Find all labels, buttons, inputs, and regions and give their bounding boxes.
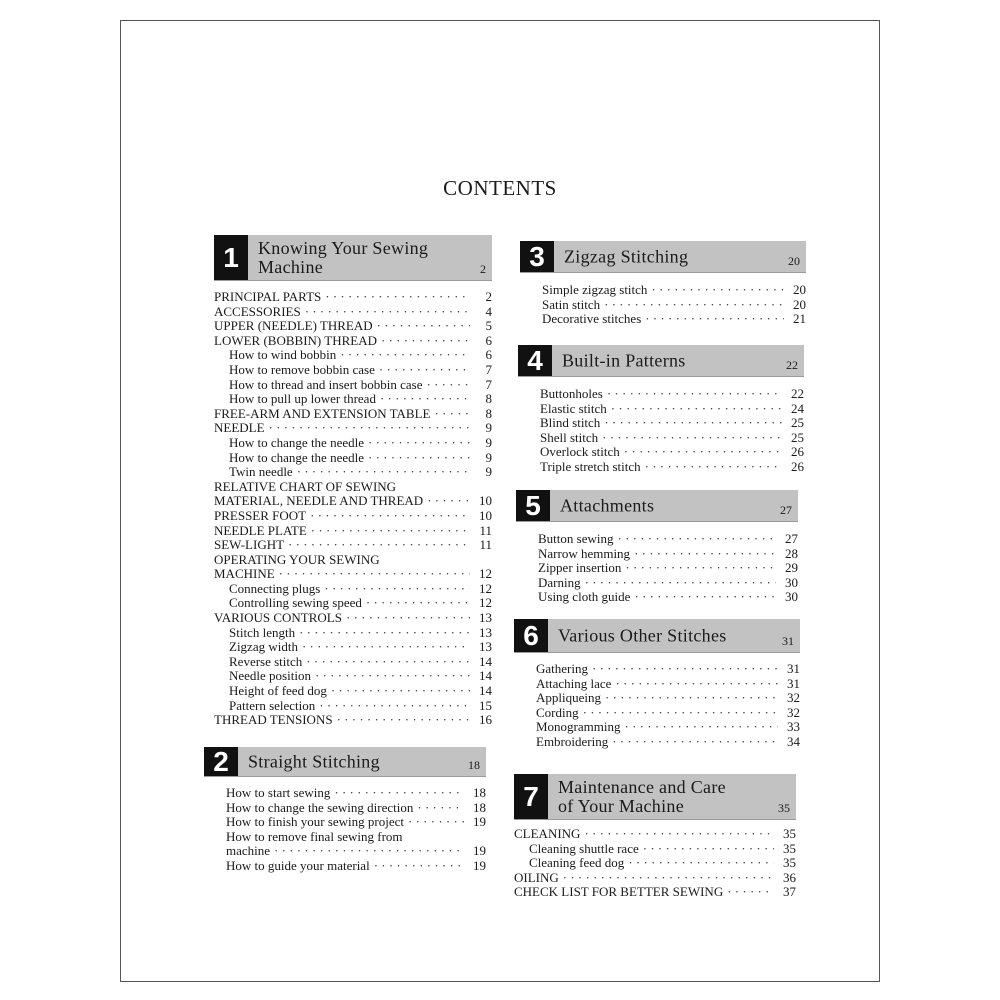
dot-leader (604, 416, 782, 431)
toc-entry-label: Twin needle (229, 464, 293, 480)
toc-entry-page: 31 (787, 661, 800, 676)
dot-leader (615, 677, 778, 692)
toc-entry-page: 25 (791, 429, 804, 445)
toc-entry (214, 407, 492, 422)
toc-entry (540, 445, 804, 460)
toc-entry-page: 26 (791, 444, 804, 460)
toc-entry (214, 669, 492, 684)
toc-entry-label: Monogramming (536, 719, 621, 735)
toc-entry-label: PRINCIPAL PARTS (214, 289, 322, 304)
toc-entry-label: Zipper insertion (538, 560, 622, 576)
dot-leader (645, 312, 784, 327)
toc-entry-label: MACHINE (214, 566, 275, 582)
dot-leader (366, 596, 470, 611)
dot-leader (311, 524, 470, 539)
toc-entry (540, 460, 804, 475)
dot-leader (381, 334, 470, 349)
dot-leader (374, 859, 464, 874)
toc-entry-label: Height of feed dog (229, 683, 327, 699)
toc-entry (538, 561, 798, 576)
toc-entry (536, 720, 800, 735)
toc-entry-page: 33 (787, 719, 800, 735)
toc-entry-page: 32 (787, 704, 800, 720)
toc-entry (214, 421, 492, 436)
dot-leader (584, 827, 774, 842)
dot-leader (269, 421, 470, 436)
toc-entry-label: How to guide your material (226, 857, 370, 873)
dot-leader (624, 445, 782, 460)
section-header (204, 747, 486, 777)
toc-entry-label: Overlock stitch (540, 444, 620, 460)
toc-entry-label: Button sewing (538, 531, 614, 546)
toc-entry-page: 19 (473, 814, 486, 830)
toc-entry (542, 283, 806, 298)
toc-entry-label: Stitch length (229, 624, 296, 640)
toc-entry-page: 9 (485, 434, 492, 450)
section-6 (514, 619, 800, 750)
toc-entry (214, 611, 492, 626)
toc-entry (536, 735, 800, 750)
section-1 (214, 235, 492, 728)
section-7 (514, 774, 796, 900)
toc-entry (538, 532, 798, 547)
toc-entry (540, 416, 804, 431)
toc-entry-label: Triple stretch stitch (540, 458, 641, 474)
toc-entry (214, 684, 492, 699)
dot-leader (334, 786, 464, 801)
toc-entry-page: 16 (479, 712, 492, 728)
section-header (514, 774, 796, 820)
toc-entry-page: 37 (783, 884, 796, 900)
section-title: Straight Stitching (248, 751, 380, 771)
toc-entry-label: Attaching lace (536, 675, 612, 691)
toc-entry-label: Elastic stitch (540, 400, 607, 416)
toc-entry-label: Cleaning feed dog (529, 855, 625, 871)
dot-leader (346, 611, 470, 626)
section-number: 7 (514, 774, 548, 819)
toc-entry-page: 12 (479, 580, 492, 596)
toc-entry-label: VARIOUS CONTROLS (214, 610, 342, 626)
dot-leader (279, 567, 470, 582)
toc-entry-label: Gathering (536, 661, 588, 676)
toc-entry (226, 859, 486, 874)
toc-entry-page: 12 (479, 595, 492, 611)
dot-leader (297, 465, 470, 480)
toc-entry-page: 24 (791, 400, 804, 416)
toc-entry-page: 6 (485, 347, 492, 363)
toc-entry-page: 18 (473, 799, 486, 815)
toc-entry-label: Blind stitch (540, 415, 601, 431)
toc-entry-label: machine (226, 843, 271, 859)
toc-entry (214, 640, 492, 655)
dot-leader (368, 451, 470, 466)
section-items (514, 827, 796, 900)
toc-entry-label: How to remove final sewing from (226, 828, 403, 844)
dot-leader (319, 699, 470, 714)
dot-leader (299, 626, 470, 641)
toc-entry-label: Appliqueing (536, 690, 601, 706)
toc-entry (226, 830, 486, 845)
toc-entry-page: 12 (479, 566, 492, 582)
toc-entry-page: 26 (791, 458, 804, 474)
toc-entry-label: Decorative stitches (542, 311, 642, 327)
dot-leader (605, 691, 778, 706)
dot-leader (634, 590, 776, 605)
toc-entry-page: 28 (785, 545, 798, 561)
toc-entry-label: NEEDLE PLATE (214, 522, 307, 538)
toc-entry (214, 596, 492, 611)
toc-entry (514, 856, 796, 871)
section-title: Zigzag Stitching (564, 246, 689, 266)
toc-entry-label: How to change the needle (229, 434, 365, 450)
toc-entry (214, 494, 492, 509)
section-title: Knowing Your Sewing Machine (258, 237, 429, 277)
dot-leader (274, 844, 464, 859)
toc-entry-page: 25 (791, 415, 804, 431)
toc-entry (226, 844, 486, 859)
toc-entry-label: Shell stitch (540, 429, 599, 445)
toc-entry (214, 524, 492, 539)
toc-entry (214, 290, 492, 305)
toc-entry (214, 553, 492, 568)
toc-entry-page: 9 (485, 420, 492, 436)
dot-leader (645, 460, 782, 475)
toc-entry (536, 662, 800, 677)
section-items (518, 387, 804, 475)
toc-entry-label: Darning (538, 574, 581, 590)
toc-entry-page: 20 (793, 296, 806, 312)
toc-entry-page: 10 (479, 493, 492, 509)
dot-leader (604, 298, 784, 313)
toc-entry-label: OPERATING YOUR SEWING (214, 551, 380, 567)
toc-entry-label: How to change the needle (229, 449, 365, 465)
toc-entry (214, 626, 492, 641)
dot-leader (583, 706, 778, 721)
toc-entry (226, 786, 486, 801)
toc-entry-page: 4 (485, 303, 492, 319)
section-2 (204, 747, 486, 874)
toc-entry-page: 18 (473, 785, 486, 800)
dot-leader (306, 655, 470, 670)
toc-entry-label: ACCESSORIES (214, 303, 301, 319)
toc-entry-page: 13 (479, 639, 492, 655)
dot-leader (315, 669, 470, 684)
dot-leader (602, 431, 782, 446)
toc-entry (214, 348, 492, 363)
toc-entry-page: 29 (785, 560, 798, 576)
toc-entry-page: 9 (485, 449, 492, 465)
toc-entry-label: PRESSER FOOT (214, 507, 307, 523)
dot-leader (625, 561, 776, 576)
dot-leader (585, 576, 776, 591)
toc-entry-page: 2 (485, 289, 492, 304)
section-page: 2 (480, 262, 486, 276)
section-title: Built-in Patterns (562, 350, 686, 370)
toc-entry-page: 27 (785, 531, 798, 546)
dot-leader (643, 842, 774, 857)
toc-entry (214, 378, 492, 393)
section-header (520, 241, 806, 273)
toc-entry-page: 19 (473, 857, 486, 873)
dot-leader (368, 436, 470, 451)
toc-entry-page: 13 (479, 610, 492, 626)
section-items (514, 662, 800, 750)
section-page: 22 (786, 358, 798, 372)
toc-entry (214, 713, 492, 728)
dot-leader (612, 735, 778, 750)
toc-entry-label: UPPER (NEEDLE) THREAD (214, 318, 373, 334)
toc-entry-page: 13 (479, 624, 492, 640)
toc-entry-label: Embroidering (536, 733, 609, 749)
dot-leader (310, 509, 470, 524)
dot-leader (380, 392, 470, 407)
toc-entry-label: OILING (514, 869, 559, 885)
section-header (518, 345, 804, 377)
section-number: 5 (516, 490, 550, 521)
toc-entry (536, 706, 800, 721)
dot-leader (288, 538, 470, 553)
toc-entry (536, 677, 800, 692)
toc-entry (540, 402, 804, 417)
toc-entry (214, 319, 492, 334)
section-number: 3 (520, 241, 554, 272)
toc-entry-page: 14 (479, 683, 492, 699)
toc-entry-label: How to pull up lower thread (229, 391, 376, 407)
section-5 (516, 490, 798, 605)
section-page: 18 (468, 758, 480, 772)
toc-entry (214, 392, 492, 407)
toc-entry-page: 34 (787, 733, 800, 749)
toc-entry-label: How to wind bobbin (229, 347, 337, 363)
toc-entry (214, 334, 492, 349)
section-title: Various Other Stitches (558, 625, 727, 645)
dot-leader (628, 856, 774, 871)
section-page: 27 (780, 503, 792, 517)
section-page: 31 (782, 634, 794, 648)
toc-entry-label: MATERIAL, NEEDLE AND THREAD (214, 493, 424, 509)
toc-entry-label: Buttonholes (540, 386, 603, 401)
toc-entry-label: Satin stitch (542, 296, 601, 312)
section-number: 1 (214, 235, 248, 280)
toc-entry (214, 538, 492, 553)
toc-entry-page: 30 (785, 574, 798, 590)
toc-entry (214, 305, 492, 320)
dot-leader (607, 387, 782, 402)
dot-leader (617, 532, 776, 547)
toc-entry-label: How to remove bobbin case (229, 361, 375, 377)
toc-entry (514, 871, 796, 886)
toc-entry (214, 465, 492, 480)
toc-entry-label: CHECK LIST FOR BETTER SEWING (514, 884, 724, 900)
toc-entry-label: Cording (536, 704, 579, 720)
toc-entry-page: 21 (793, 311, 806, 327)
toc-entry-label: LOWER (BOBBIN) THREAD (214, 332, 377, 348)
toc-entry-page: 35 (783, 840, 796, 856)
toc-entry (226, 815, 486, 830)
dot-leader (651, 283, 784, 298)
toc-entry (514, 827, 796, 842)
dot-leader (408, 815, 464, 830)
toc-entry (538, 576, 798, 591)
toc-entry-page: 36 (783, 869, 796, 885)
toc-entry-label: FREE-ARM AND EXTENSION TABLE (214, 405, 431, 421)
toc-entry (538, 547, 798, 562)
section-number: 6 (514, 619, 548, 652)
toc-entry-page: 11 (479, 522, 492, 538)
toc-entry (214, 436, 492, 451)
page-title: CONTENTS (443, 176, 557, 200)
toc-entry-page: 22 (791, 386, 804, 401)
toc-entry-page: 10 (479, 507, 492, 523)
toc-entry-label: How to finish your sewing project (226, 814, 405, 830)
section-title: Attachments (560, 495, 655, 515)
dot-leader (427, 378, 470, 393)
toc-entry (540, 431, 804, 446)
toc-entry (214, 509, 492, 524)
section-items (516, 532, 798, 605)
dot-leader (727, 885, 774, 900)
toc-entry-label: THREAD TENSIONS (214, 712, 333, 728)
toc-entry-label: Zigzag width (229, 639, 298, 655)
section-page: 35 (778, 801, 790, 815)
toc-entry (214, 582, 492, 597)
toc-entry-label: How to change the sewing direction (226, 799, 414, 815)
dot-leader (340, 348, 470, 363)
toc-entry-page: 8 (485, 405, 492, 421)
toc-entry-page: 7 (485, 361, 492, 377)
toc-entry-label: Controlling sewing speed (229, 595, 362, 611)
toc-entry (214, 699, 492, 714)
section-number: 4 (518, 345, 552, 376)
toc-entry-label: Pattern selection (229, 697, 316, 713)
toc-entry-page: 14 (479, 653, 492, 669)
toc-entry-label: Using cloth guide (538, 589, 631, 605)
section-4 (518, 345, 804, 475)
dot-leader (563, 871, 774, 886)
toc-entry-page: 6 (485, 332, 492, 348)
toc-entry (542, 298, 806, 313)
toc-entry-page: 14 (479, 668, 492, 684)
dot-leader (331, 684, 470, 699)
toc-entry (214, 567, 492, 582)
toc-entry (214, 480, 492, 495)
toc-entry-page: 31 (787, 675, 800, 691)
toc-entry-label: Cleaning shuttle race (529, 840, 639, 856)
toc-entry (514, 885, 796, 900)
section-page: 20 (788, 254, 800, 268)
toc-entry (214, 363, 492, 378)
section-title: Maintenance and Care of Your Machine (558, 776, 726, 816)
toc-entry (214, 451, 492, 466)
toc-entry (538, 590, 798, 605)
section-header (514, 619, 800, 653)
toc-entry (540, 387, 804, 402)
toc-entry-page: 35 (783, 855, 796, 871)
toc-entry-label: Needle position (229, 668, 311, 684)
dot-leader (377, 319, 470, 334)
toc-entry-label: CLEANING (514, 826, 581, 841)
dot-leader (634, 547, 776, 562)
toc-entry (542, 312, 806, 327)
section-header (516, 490, 798, 522)
section-items (214, 290, 492, 728)
dot-leader (379, 363, 470, 378)
dot-leader (324, 582, 470, 597)
dot-leader (427, 494, 470, 509)
section-number: 2 (204, 747, 238, 776)
toc-entry-label: SEW-LIGHT (214, 537, 285, 553)
section-items (204, 786, 486, 874)
dot-leader (302, 640, 470, 655)
section-header (214, 235, 492, 281)
toc-entry-page: 8 (485, 391, 492, 407)
dot-leader (417, 801, 464, 816)
section-items (520, 283, 806, 327)
toc-entry-page: 11 (479, 537, 492, 553)
toc-entry-label: How to thread and insert bobbin case (229, 376, 423, 392)
toc-entry-page: 7 (485, 376, 492, 392)
dot-leader (625, 720, 779, 735)
toc-entry-label: How to start sewing (226, 785, 331, 800)
dot-leader (337, 713, 470, 728)
toc-entry-page: 30 (785, 589, 798, 605)
toc-entry-label: Narrow hemming (538, 545, 631, 561)
toc-entry-page: 32 (787, 690, 800, 706)
dot-leader (592, 662, 778, 677)
toc-entry (226, 801, 486, 816)
toc-entry-page: 15 (479, 697, 492, 713)
toc-entry (536, 691, 800, 706)
toc-entry-label: Reverse stitch (229, 653, 303, 669)
dot-leader (325, 290, 470, 305)
toc-entry-page: 5 (485, 318, 492, 334)
section-3 (520, 241, 806, 327)
toc-entry-label: Simple zigzag stitch (542, 282, 648, 297)
toc-entry-page: 9 (485, 464, 492, 480)
toc-entry-page: 35 (783, 826, 796, 841)
dot-leader (611, 402, 782, 417)
dot-leader (305, 305, 470, 320)
toc-entry-label: Connecting plugs (229, 580, 321, 596)
toc-entry-label: NEEDLE (214, 420, 265, 436)
toc-entry (514, 842, 796, 857)
toc-entry (214, 655, 492, 670)
toc-entry-page: 20 (793, 282, 806, 297)
dot-leader (434, 407, 470, 422)
toc-entry-label: RELATIVE CHART OF SEWING (214, 478, 397, 494)
toc-entry-page: 19 (473, 843, 486, 859)
